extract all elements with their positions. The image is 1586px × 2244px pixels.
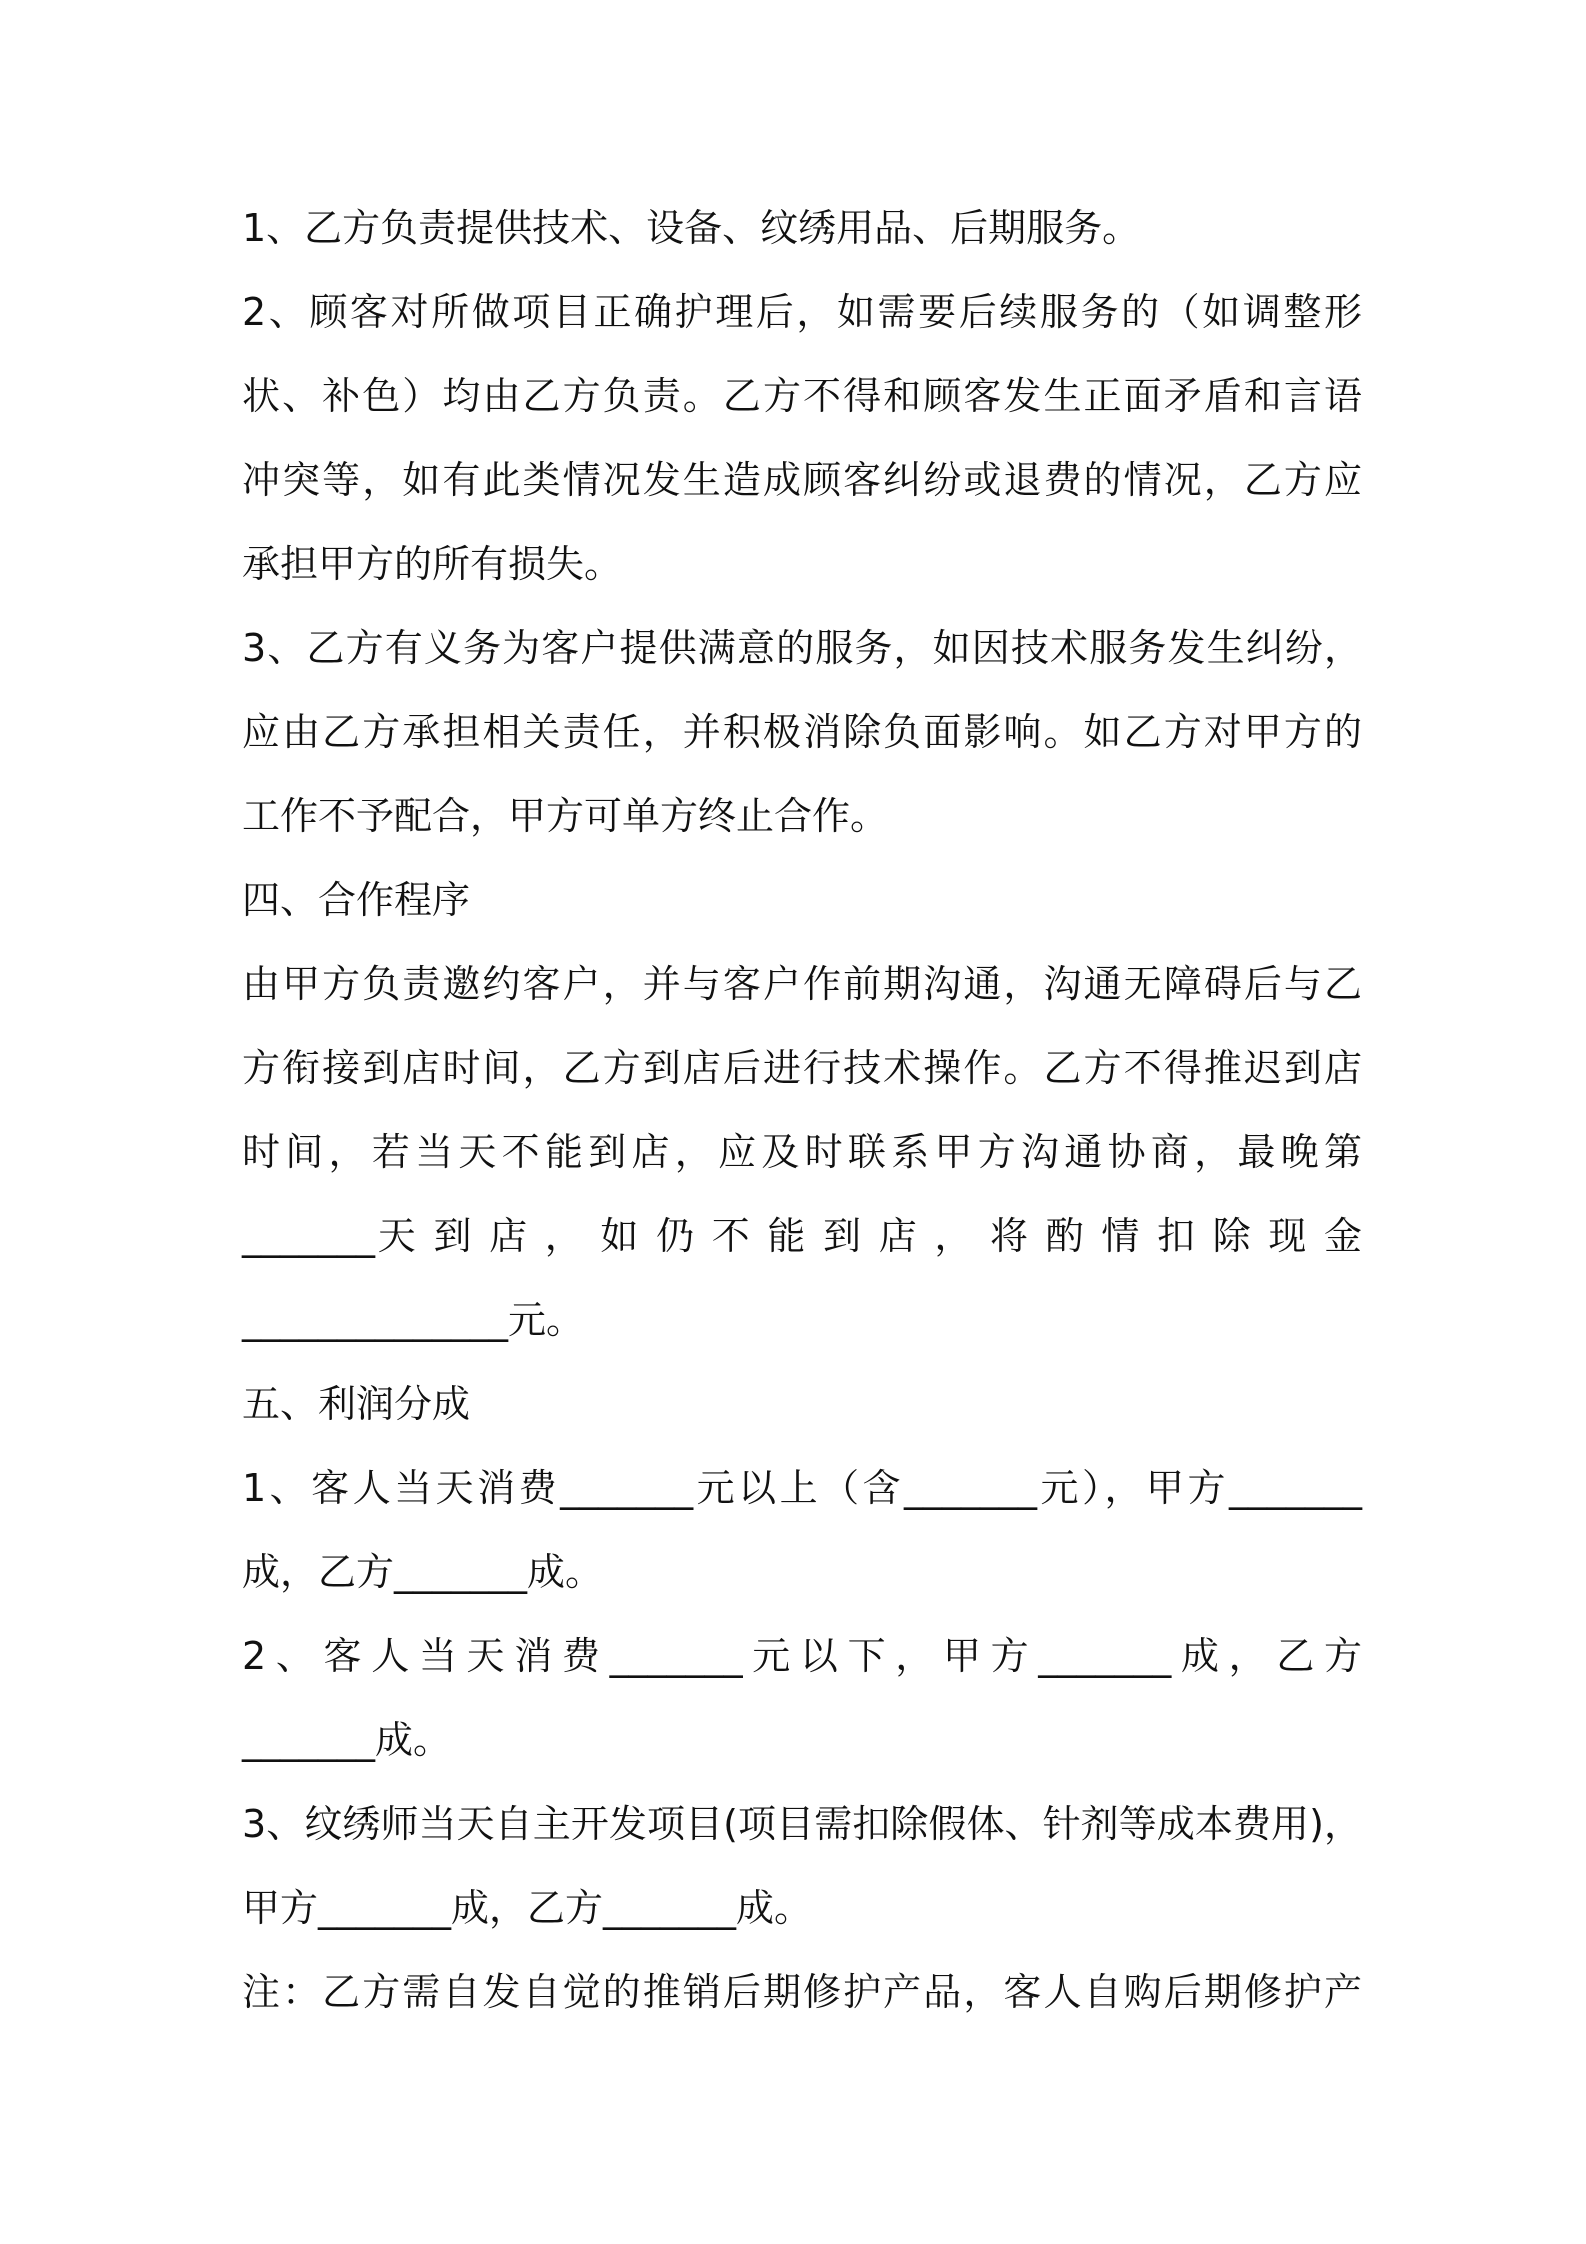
contract-text [242,186,1362,2034]
text-line: 工作不予配合，甲方可单方终止合作。 [242,794,889,838]
text-line: 3、纹绣师当天自主开发项目(项目需扣除假体、针剂等成本费用)， [242,1802,1362,1846]
text-line: 应由乙方承担相关责任，并积极消除负面影响。如乙方对甲方的 [242,710,1362,754]
text-line: 承担甲方的所有损失。 [242,542,623,586]
section-heading: 五、利润分成 [242,1382,471,1426]
text-line: 方衔接到店时间，乙方到店后进行技术操作。乙方不得推迟到店 [242,1046,1362,1090]
text-line: ______________元。 [242,1298,585,1342]
text-line: 状、补色）均由乙方负责。乙方不得和顾客发生正面矛盾和言语 [242,374,1362,418]
text-line: 时间，若当天不能到店，应及时联系甲方沟通协商，最晚第 [242,1130,1362,1174]
text-line: 成，乙方_______成。 [242,1550,604,1594]
text-line: 3、乙方有义务为客户提供满意的服务，如因技术服务发生纠纷， [242,626,1362,670]
text-line: 1、客人当天消费_______元以上（含_______元），甲方_______ [242,1466,1362,1510]
text-line: 2、客人当天消费_______元以下，甲方_______成，乙方 [242,1634,1362,1678]
text-line: 冲突等，如有此类情况发生造成顾客纠纷或退费的情况，乙方应 [242,458,1362,502]
text-line: 由甲方负责邀约客户，并与客户作前期沟通，沟通无障碍后与乙 [242,962,1362,1006]
text-line: 1、乙方负责提供技术、设备、纹绣用品、后期服务。 [242,206,1141,250]
section-heading: 四、合作程序 [242,878,471,922]
text-line: 注：乙方需自发自觉的推销后期修护产品，客人自购后期修护产 [242,1970,1362,2014]
text-line: _______天 到 店 ， 如 仍 不 能 到 店 ， 将 酌 情 扣 除 现 金 [242,1214,1362,1258]
text-line: 甲方_______成，乙方_______成。 [242,1886,813,1930]
text-line: 2、顾客对所做项目正确护理后，如需要后续服务的（如调整形 [242,290,1362,334]
text-line: _______成。 [242,1718,452,1762]
